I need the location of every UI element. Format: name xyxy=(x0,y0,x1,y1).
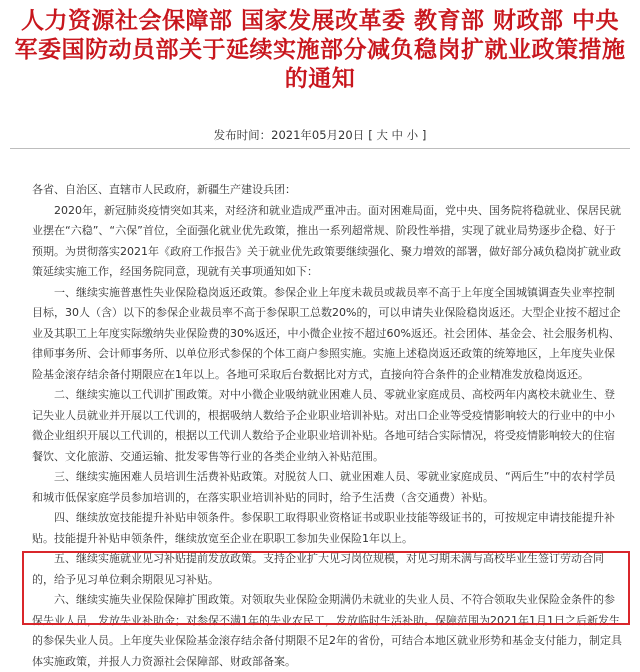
salutation: 各省、自治区、直辖市人民政府，新疆生产建设兵团： xyxy=(32,183,296,196)
publish-date: 2021年05月20日 xyxy=(271,128,365,142)
font-small-button[interactable]: 小 xyxy=(406,128,419,142)
publish-meta xyxy=(0,127,640,143)
policy-item-6: 六、继续实施失业保险保障扩围政策。对领取失业保险金期满仍未就业的失业人员、不符合领取失业保险金条件的参保失业人员，发放失业补助金；对参保不满1年的失业农民工，发放临时生活补助。保障范围为2021年1月1日之后新发生的参保失业人员。上年度失业保险基金滚存结余备付期限不足2年的省份，可结合本地区就业形势和基金支付能力，制定具体实施政策，并报人力资源社会保障部、财政部备案。 xyxy=(32,593,622,668)
policy-item-4: 四、继续放宽技能提升补贴申领条件。参保职工取得职业资格证书或职业技能等级证书的，可按规定申请技能提升补贴。技能提升补贴申领条件，继续放宽至企业在职职工参加失业保险1年以上。 xyxy=(32,511,615,545)
font-size-open-bracket: [ xyxy=(368,128,373,142)
highlight-box xyxy=(22,551,630,625)
policy-item-5: 五、继续实施就业见习补贴提前发放政策。支持企业扩大见习岗位规模，对见习期未满与高校毕业生签订劳动合同的，给予见习单位剩余期限见习补贴。 xyxy=(32,552,604,586)
article-title: 人力资源社会保障部 国家发展改革委 教育部 财政部 中央军委国防动员部关于延续实施部分减负稳岗扩就业政策措施的通知 xyxy=(14,8,626,92)
policy-item-3: 三、继续实施困难人员培训生活费补贴政策。对脱贫人口、就业困难人员、零就业家庭成员、“两后生”中的农村学员和城市低保家庭学员参加培训的，在落实职业培训补贴的同时，给予生活费（含交通费）补贴。 xyxy=(32,470,616,504)
font-medium-button[interactable]: 中 xyxy=(391,128,404,142)
policy-item-1: 一、继续实施普惠性失业保险稳岗返还政策。参保企业上年度未裁员或裁员率不高于上年度全国城镇调查失业率控制目标，30人（含）以下的参保企业裁员率不高于参保职工总数20%的，可以申请失业保险稳岗返还。大型企业按不超过企业及其职工上年度实际缴纳失业保险费的30%返还，中小微企业按不超过60%返还。社会团体、基金会、社会服务机构、律师事务所、会计师事务所、以单位形式参保的个体工商户参照实施。实施上述稳岗返还政策的统筹地区，上年度失业保险基金滚存结余备付期限应在1年以上。各地可采取后台数据比对方式，直接向符合条件的企业精准发放稳岗返还。 xyxy=(32,285,621,381)
publish-date-label: 发布时间： xyxy=(213,128,272,142)
intro-paragraph: 2020年，新冠肺炎疫情突如其来，对经济和就业造成严重冲击。面对困难局面，党中央、国务院将稳就业、保居民就业摆在“六稳”、“六保”首位，全面强化就业优先政策，推出一系列超常规、阶段性举措，实现了就业局势逐步企稳、好于预期。为贯彻落实2021年《政府工作报告》关于就业优先政策要继续强化、聚力增效的部署，做好部分减负稳岗扩就业政策延续实施工作，经国务院同意，现就有关事项通知如下： xyxy=(32,203,621,278)
title-divider xyxy=(10,148,630,149)
font-large-button[interactable]: 大 xyxy=(376,128,388,142)
font-size-close-bracket: ] xyxy=(421,128,427,142)
policy-item-2: 二、继续实施以工代训扩围政策。对中小微企业吸纳就业困难人员、零就业家庭成员、高校两年内离校未就业生、登记失业人员就业并开展以工代训的，根据吸纳人数给予企业职业培训补贴。对出口企业等受疫情影响较大的行业中的中小微企业组织开展以工代训的，根据以工代训人数给予企业职业培训补贴。各地可结合实际情况，将受疫情影响较大的住宿餐饮、文化旅游、交通运输、批发零售等行业的各类企业纳入补贴范围。 xyxy=(32,388,615,463)
